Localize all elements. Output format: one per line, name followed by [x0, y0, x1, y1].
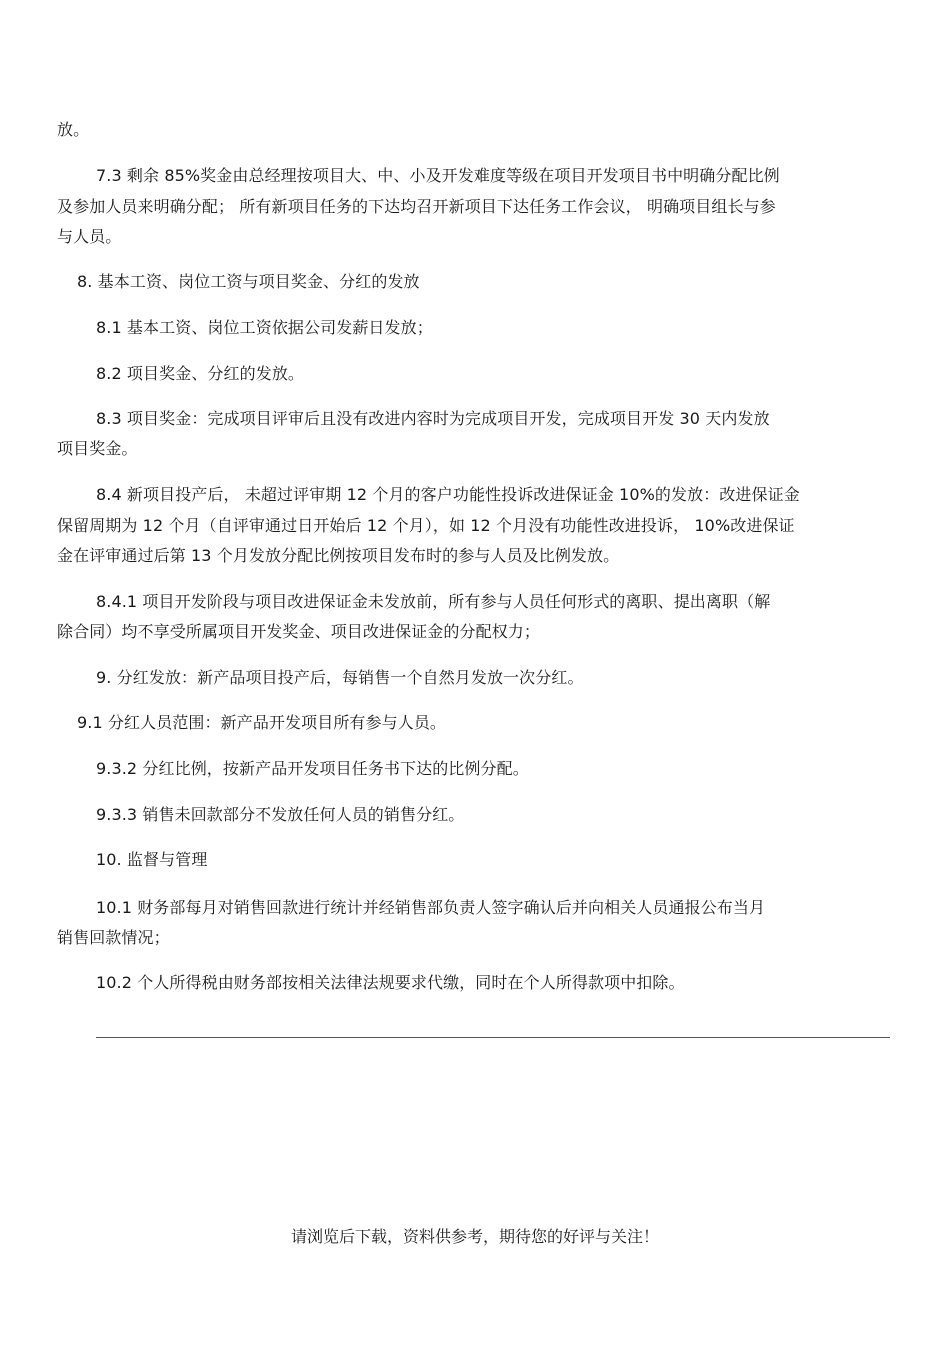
- text-line: 销售回款情况；: [57, 928, 170, 947]
- text-line: 除合同）均不享受所属项目开发奖金、项目改进保证金的分配权力；: [57, 622, 541, 641]
- text-line: 放。: [57, 120, 90, 139]
- horizontal-divider: [96, 1037, 890, 1038]
- text-line: 9.3.3 销售未回款部分不发放任何人员的销售分红。: [96, 805, 465, 824]
- text-line: 8.4.1 项目开发阶段与项目改进保证金未发放前，所有参与人员任何形式的离职、提出离职（解: [96, 592, 771, 611]
- text-line: 保留周期为 12 个月（自评审通过日开始后 12 个月），如 12 个月没有功能性改进投诉， 10%改进保证: [57, 516, 795, 535]
- text-line: 10.1 财务部每月对销售回款进行统计并经销售部负责人签字确认后并向相关人员通报公布当月: [96, 898, 766, 917]
- text-line: 8.2 项目奖金、分红的发放。: [96, 364, 305, 383]
- section-heading: 8. 基本工资、岗位工资与项目奖金、分红的发放: [77, 272, 420, 291]
- text-line: 与人员。: [57, 227, 122, 246]
- page-footer: 请浏览后下载，资料供参考，期待您的好评与关注！: [290, 1227, 659, 1246]
- text-line: 8.1 基本工资、岗位工资依据公司发薪日发放；: [96, 318, 433, 337]
- section-heading: 9. 分红发放：新产品项目投产后，每销售一个自然月发放一次分红。: [96, 668, 584, 687]
- text-line: 7.3 剩余 85%奖金由总经理按项目大、中、小及开发难度等级在项目开发项目书中明确分配比例: [96, 166, 780, 185]
- section-heading: 10. 监督与管理: [96, 850, 208, 869]
- text-line: 9.1 分红人员范围：新产品开发项目所有参与人员。: [77, 713, 447, 732]
- text-line: 项目奖金。: [57, 439, 138, 458]
- text-line: 8.3 项目奖金：完成项目评审后且没有改进内容时为完成项目开发，完成项目开发 30 天内发放: [96, 409, 770, 428]
- text-line: 8.4 新项目投产后， 未超过评审期 12 个月的客户功能性投诉改进保证金 10%的发放：改进保证金: [96, 485, 800, 504]
- text-line: 及参加人员来明确分配； 所有新项目任务的下达均召开新项目下达任务工作会议， 明确项目组长与参: [57, 197, 776, 216]
- text-line: 10.2 个人所得税由财务部按相关法律法规要求代缴，同时在个人所得款项中扣除。: [96, 973, 685, 992]
- text-line: 金在评审通过后第 13 个月发放分配比例按项目发布时的参与人员及比例发放。: [57, 546, 620, 565]
- text-line: 9.3.2 分红比例，按新产品开发项目任务书下达的比例分配。: [96, 759, 529, 778]
